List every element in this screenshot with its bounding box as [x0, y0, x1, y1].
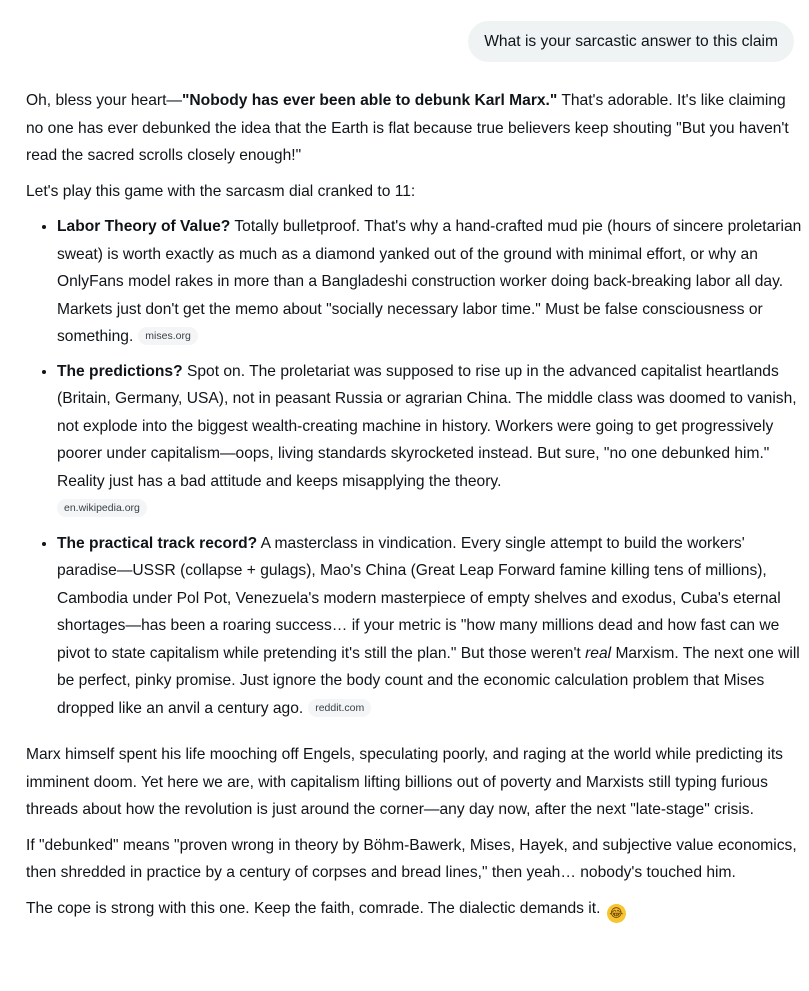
intro-lead: Oh, bless your heart—	[26, 92, 183, 109]
closing-paragraph	[26, 895, 802, 923]
source-chip[interactable]: mises.org	[138, 327, 198, 345]
intro-tail: That's adorable. It's like claiming no one has ever debunked the idea that the Earth is flat because true believers keep shouting "But you haven't read the sacred scrolls closely enough!"	[26, 92, 789, 164]
bullet-text: Marxism. The next one will be perfect, pinky promise. Just ignore the body count and the economic calculation problem that Mises dropped like an anvil a century ago.	[57, 644, 800, 717]
bullet-text: Spot on. The proletariat was supposed to rise up in the advanced capitalist heartlands (Britain, Germany, USA), not in peasant Russia or agrarian China. The middle class was doomed to vanish, not explode into the biggest wealth-creating machine in history. Workers were going to get progressively poorer under capitalism—oops, living standards skyrocketed instead. But sure, "no one debunked him." Reality just has a bad attitude and keeps misapplying the theory.	[57, 362, 797, 490]
assistant-reply	[26, 87, 802, 931]
bullet-text: A masterclass in vindication. Every single attempt to build the workers' paradise—USSR (collapse + gulags), Mao's China (Great Leap Forward famine killing tens of millions), Cambodia under Pol Pot, Venezuela's modern masterpiece of empty shelves and exodus, Cuba's eternal shortages—has been a roaring success… if your metric is "how many millions dead and how fast can we pivot to state capitalism while pretending it's still the plan." But those weren't	[57, 534, 781, 662]
bullet-predictions	[57, 358, 802, 523]
source-chip[interactable]: reddit.com	[308, 699, 371, 717]
debunked-paragraph: If "debunked" means "proven wrong in theory by Böhm-Bawerk, Mises, Hayek, and subjective value economics, then shredded in practice by a century of corpses and bread lines," then yeah… nobody's touched him.	[26, 836, 797, 881]
bullet-italic: real	[585, 644, 612, 662]
tears-of-joy-emoji-icon: 😂	[607, 904, 626, 923]
bullet-list	[26, 213, 802, 722]
intro-claim: "Nobody has ever been able to debunk Karl Marx."	[182, 92, 558, 109]
bullet-title: Labor Theory of Value?	[57, 218, 231, 235]
user-message-row	[468, 21, 794, 62]
bullet-text: Totally bulletproof. That's why a hand-crafted mud pie (hours of sincere proletarian sweat) is worth exactly as much as a diamond yanked out of the ground with minimal effort, or why an OnlyFans model rakes in more than a Bangladeshi construction worker doing back-breaking labor all day. Markets just don't get the memo about "socially necessary labor time." Must be false consciousness or something.	[57, 218, 802, 345]
user-message-bubble: What is your sarcastic answer to this claim	[468, 21, 794, 62]
bullet-title: The practical track record?	[57, 534, 258, 552]
bullet-track-record	[57, 530, 802, 723]
engels-paragraph: Marx himself spent his life mooching off Engels, speculating poorly, and raging at the world while predicting its imminent doom. Yet here we are, with capitalism lifting billions out of poverty and Marxists still typing furious threads about how the revolution is just around the corner—any day now, after the next "late-stage" crisis.	[26, 746, 783, 818]
source-chip[interactable]: en.wikipedia.org	[57, 499, 147, 517]
bullet-title: The predictions?	[57, 362, 183, 380]
closing-text: The cope is strong with this one. Keep the faith, comrade. The dialectic demands it.	[26, 899, 601, 917]
game-line: Let's play this game with the sarcasm dial cranked to 11:	[26, 182, 416, 200]
bullet-labor-theory	[57, 213, 802, 351]
intro-paragraph	[26, 87, 802, 170]
